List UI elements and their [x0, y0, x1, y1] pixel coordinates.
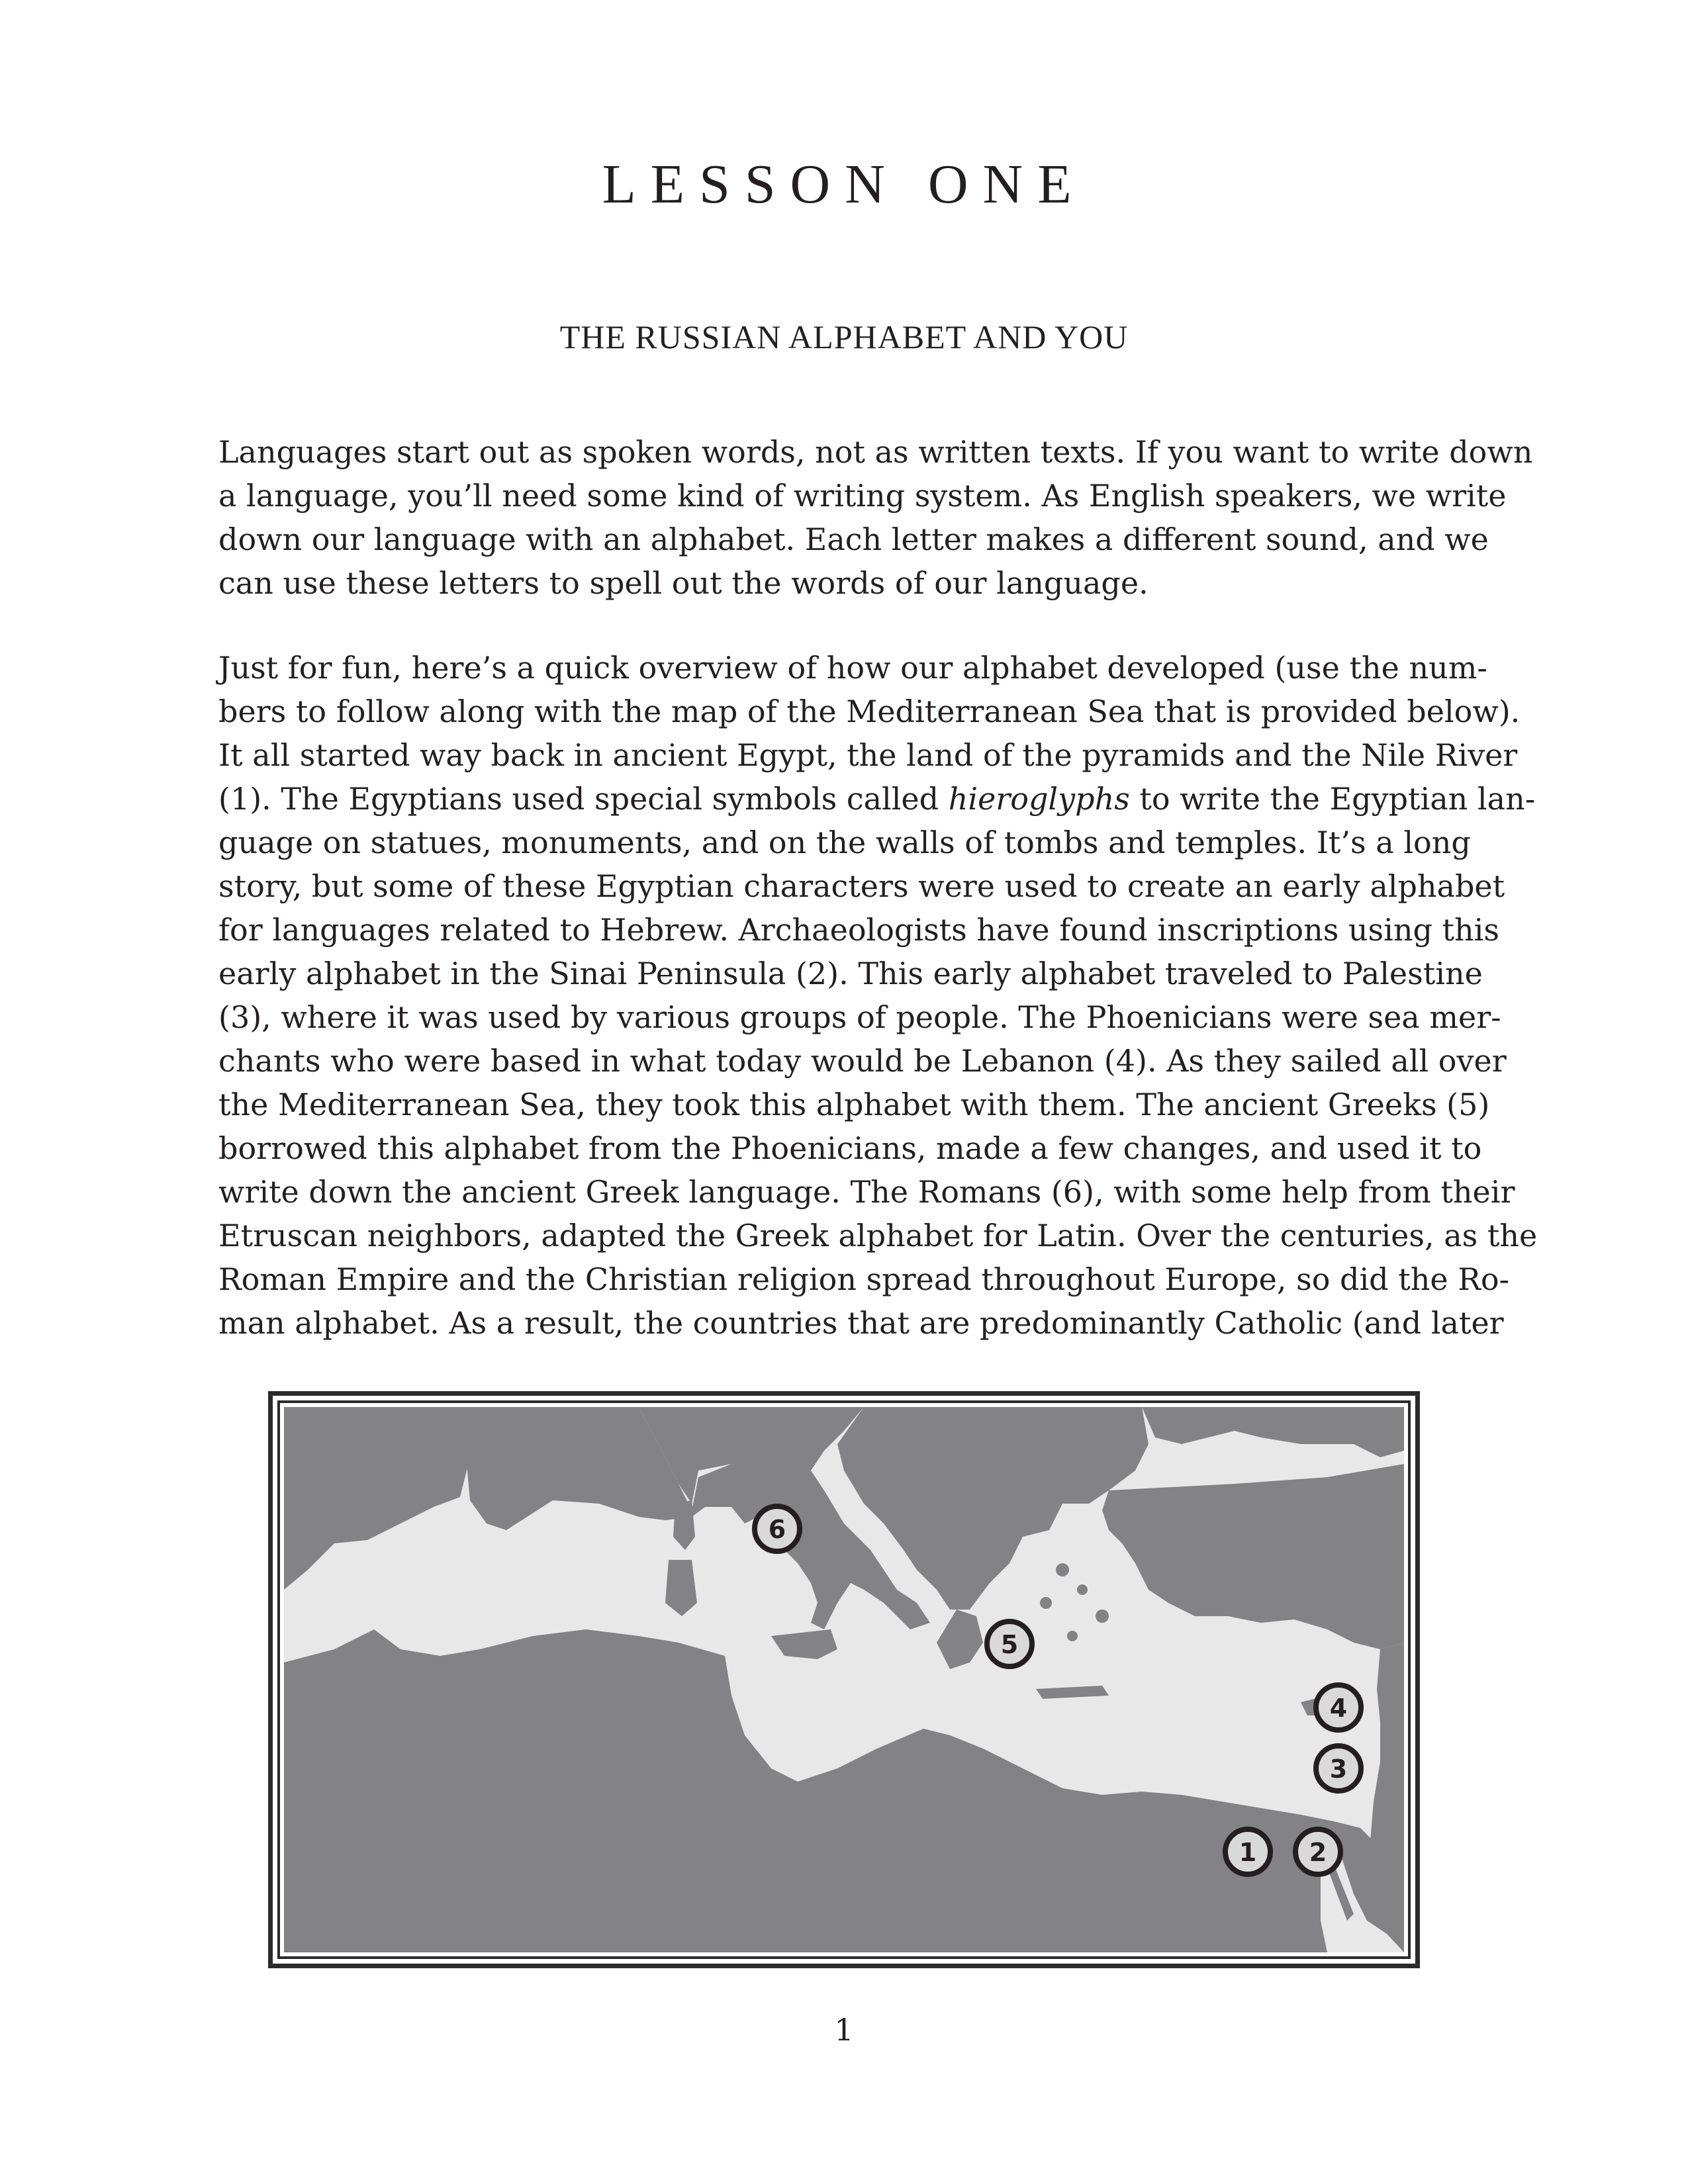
- text-line: a language, you’ll need some kind of writing system. As English speakers, we write: [218, 478, 1507, 514]
- text-line-with-italic: [218, 777, 1536, 821]
- text-line: the Mediterranean Sea, they took this alphabet with them. The ancient Greeks (5): [218, 1087, 1490, 1122]
- svg-text:2: 2: [1309, 1838, 1327, 1867]
- svg-text:4: 4: [1329, 1694, 1348, 1723]
- text-line: Languages start out as spoken words, not as written texts. If you want to write down: [218, 434, 1533, 470]
- text-line: early alphabet in the Sinai Peninsula (2). This early alphabet traveled to Palestine: [218, 956, 1483, 991]
- map-marker-2: [1295, 1829, 1340, 1874]
- italic-term: hieroglyphs: [948, 781, 1130, 817]
- svg-text:3: 3: [1329, 1754, 1348, 1784]
- text-line: man alphabet. As a result, the countries that are predominantly Catholic (and later: [218, 1305, 1504, 1341]
- page-number: 1: [834, 2012, 854, 2048]
- text-fragment: to write the Egyptian lan-: [1129, 781, 1536, 817]
- map-marker-6: [755, 1506, 800, 1551]
- chapter-title: LESSON ONE: [602, 154, 1086, 215]
- svg-text:1: 1: [1239, 1838, 1257, 1867]
- paragraph-history: [218, 646, 1538, 1345]
- text-line: write down the ancient Greek language. The Romans (6), with some help from their: [218, 1174, 1515, 1210]
- paragraph-intro: [218, 430, 1533, 605]
- section-title: THE RUSSIAN ALPHABET AND YOU: [559, 318, 1129, 355]
- text-line: Etruscan neighbors, adapted the Greek alphabet for Latin. Over the centuries, as the: [218, 1218, 1538, 1253]
- text-fragment: (1). The Egyptians used special symbols called: [218, 781, 949, 817]
- map-marker-1: [1225, 1829, 1270, 1874]
- map-marker-3: [1316, 1746, 1361, 1791]
- text-line: It all started way back in ancient Egypt, the land of the pyramids and the Nile River: [218, 737, 1518, 773]
- text-line: borrowed this alphabet from the Phoenicians, made a few changes, and used it to: [218, 1130, 1482, 1166]
- map-marker-5: [987, 1621, 1032, 1666]
- text-line: guage on statues, monuments, and on the walls of tombs and temples. It’s a long: [218, 825, 1471, 860]
- text-line: Roman Empire and the Christian religion spread throughout Europe, so did the Ro-: [218, 1261, 1510, 1297]
- text-line: down our language with an alphabet. Each letter makes a different sound, and we: [218, 522, 1489, 557]
- mediterranean-map: [268, 1391, 1420, 1968]
- map-marker-4: [1316, 1685, 1361, 1730]
- svg-text:5: 5: [1000, 1630, 1019, 1659]
- text-line: chants who were based in what today would be Lebanon (4). As they sailed all over: [218, 1043, 1507, 1079]
- text-line: can use these letters to spell out the words of our language.: [218, 565, 1149, 601]
- text-line: Just for fun, here’s a quick overview of how our alphabet developed (use the num-: [218, 650, 1487, 686]
- text-line: for languages related to Hebrew. Archaeologists have found inscriptions using this: [218, 912, 1499, 948]
- svg-text:6: 6: [768, 1515, 786, 1544]
- text-line: bers to follow along with the map of the Mediterranean Sea that is provided below).: [218, 694, 1521, 729]
- text-line: story, but some of these Egyptian characters were used to create an early alphabet: [218, 868, 1505, 904]
- text-line: (3), where it was used by various groups of people. The Phoenicians were sea mer-: [218, 999, 1501, 1035]
